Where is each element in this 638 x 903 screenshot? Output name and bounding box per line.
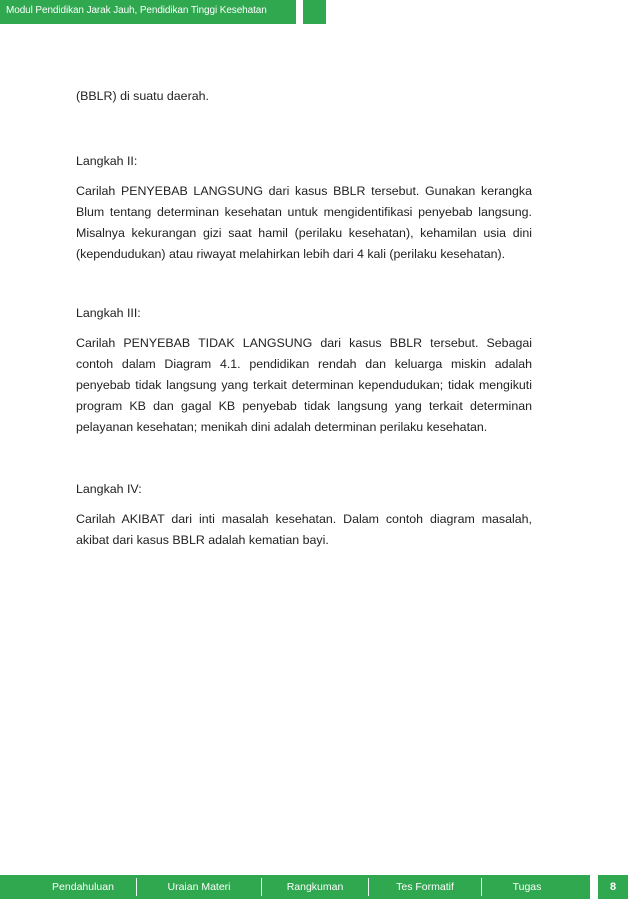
step-2-heading: Langkah II: [76, 154, 138, 168]
step-2-paragraph: Carilah PENYEBAB LANGSUNG dari kasus BBLR tersebut. Gunakan kerangka Blum tentang determinan kesehatan untuk mengidentifikasi penyebab langsung. Misalnya kekurangan gizi saat hamil (perilaku kesehatan), kehamilan usia dini (kependudukan) atau riwayat melahirkan lebih dari 4 kali (perilaku kesehatan). [76, 184, 532, 261]
header-bar [0, 0, 296, 24]
nav-pendahuluan-link[interactable]: Pendahuluan [52, 881, 114, 893]
nav-rangkuman-link[interactable]: Rangkuman [286, 881, 344, 893]
step-3-heading: Langkah III: [76, 306, 141, 320]
intro-paragraph: (BBLR) di suatu daerah. [76, 89, 209, 103]
header-accent-square [303, 0, 326, 24]
footer-bar [0, 875, 590, 899]
footer-navigation [0, 875, 638, 899]
step-3-paragraph: Carilah PENYEBAB TIDAK LANGSUNG dari kasus BBLR tersebut. Sebagai contoh dalam Diagram 4.1. pendidikan rendah dan keluarga miskin adalah penyebab tidak langsung yang terkait determinan kependudukan; tidak mengikuti program KB dan gagal KB penyebab tidak langsung yang terkait determinan pelayanan kesehatan; menikah dini adalah determinan perilaku kesehatan. [76, 336, 532, 434]
step-4-paragraph: Carilah AKIBAT dari inti masalah kesehatan. Dalam contoh diagram masalah, akibat dari kasus BBLR adalah kematian bayi. [76, 512, 532, 547]
module-title: Modul Pendidikan Jarak Jauh, Pendidikan Tinggi Kesehatan [6, 5, 267, 16]
nav-tes-formatif-link[interactable]: Tes Formatif [396, 881, 454, 893]
nav-tugas-link[interactable]: Tugas [512, 881, 542, 893]
step-4-heading: Langkah IV: [76, 482, 142, 496]
page-number: 8 [598, 875, 628, 899]
nav-uraian-materi-link[interactable]: Uraian Materi [167, 881, 231, 893]
